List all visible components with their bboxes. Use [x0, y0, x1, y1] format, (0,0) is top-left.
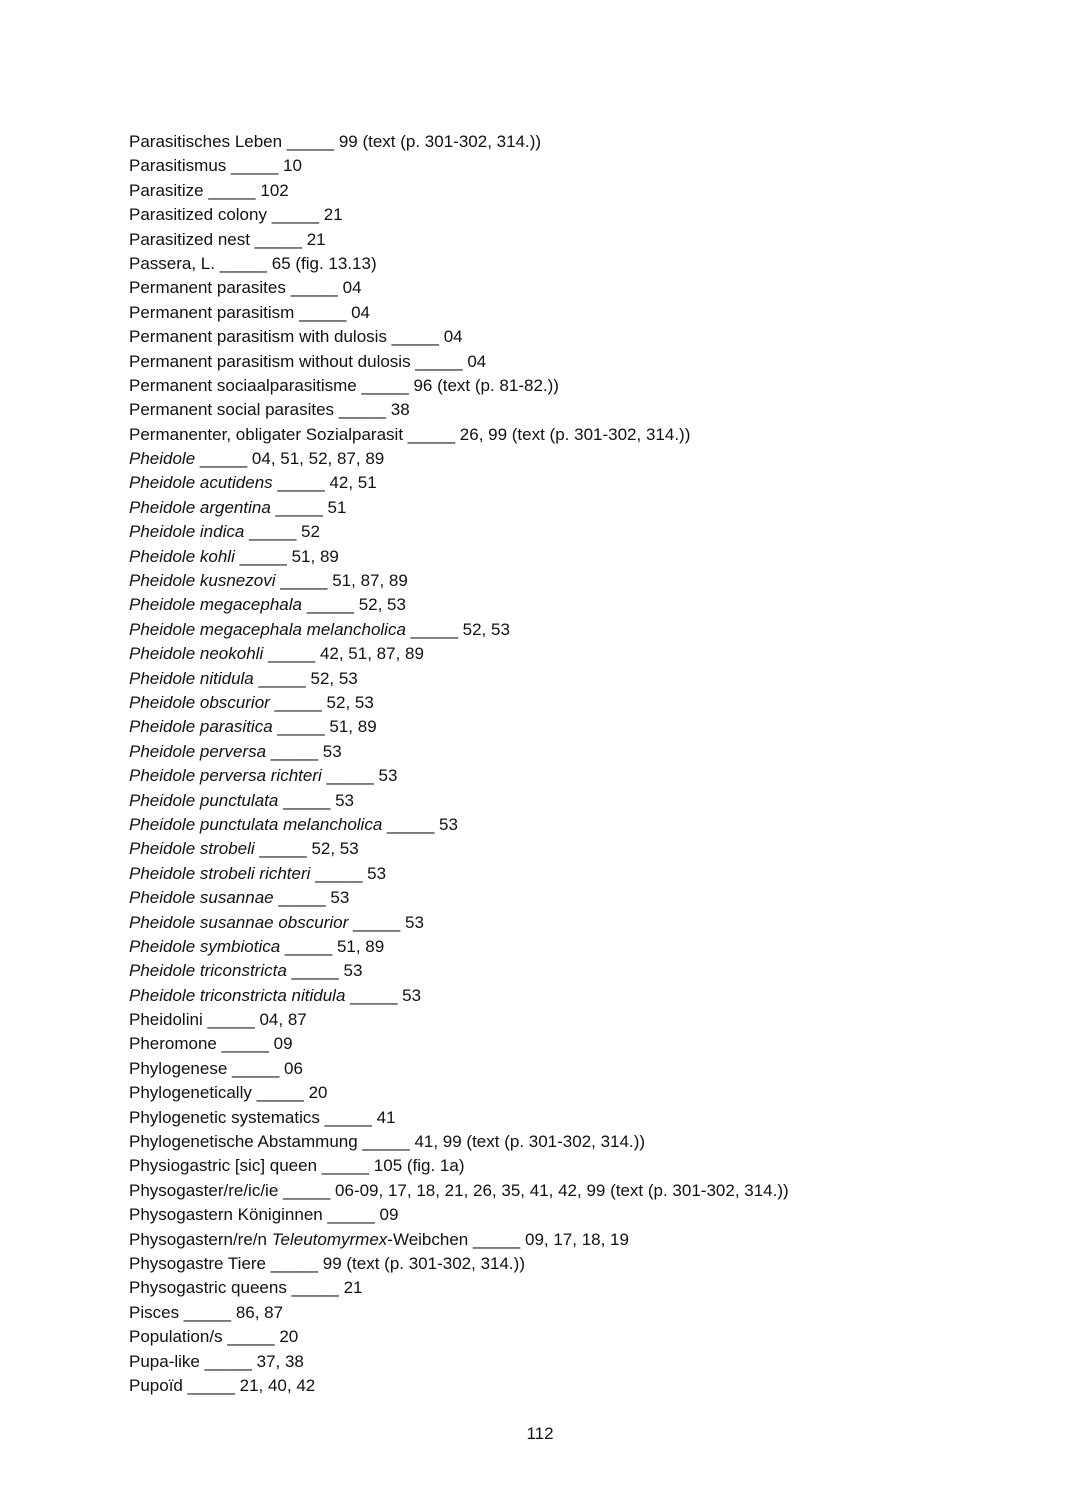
- index-entry: [129, 813, 1029, 837]
- index-entry: [129, 1228, 1029, 1252]
- index-term: Parasitisches Leben: [129, 132, 283, 151]
- index-term: Pheidole parasitica: [129, 717, 273, 737]
- index-page-refs: 96 (text (p. 81-82.)): [413, 375, 559, 395]
- leader-underscore: _____: [182, 1375, 240, 1395]
- index-entry: [129, 715, 1029, 739]
- index-term: Pupa-like: [129, 1351, 200, 1371]
- index-entry: [129, 276, 1029, 300]
- index-page-refs: 52: [301, 522, 320, 542]
- index-term: Pheidolini: [129, 1010, 203, 1030]
- leader-underscore: _____: [249, 229, 307, 249]
- leader-underscore: _____: [334, 400, 391, 420]
- leader-underscore: _____: [251, 1083, 309, 1103]
- index-entry: [129, 398, 1029, 422]
- index-term: Pheidole: [129, 449, 196, 469]
- index-term: Phylogenese: [129, 1058, 228, 1078]
- index-entry: [129, 959, 1029, 983]
- leader-underscore: _____: [403, 424, 460, 444]
- index-term: Permanent parasitism without dulosis: [129, 351, 411, 371]
- index-page-refs: 21, 40, 42: [239, 1375, 316, 1395]
- index-entry: [129, 423, 1029, 447]
- index-page-refs: 52, 53: [358, 595, 406, 615]
- leader-underscore: _____: [356, 375, 414, 395]
- index-entry: [129, 837, 1029, 861]
- index-entry: [129, 984, 1029, 1008]
- index-entry: [129, 1325, 1029, 1349]
- leader-underscore: _____: [278, 790, 336, 810]
- index-entry: [129, 1276, 1029, 1300]
- index-term: Physogaster/re/ic/ie: [129, 1180, 279, 1200]
- index-page-refs: 51, 89: [336, 936, 385, 956]
- index-page-refs: 04: [342, 278, 362, 298]
- index-page-refs: 53: [367, 863, 387, 883]
- index-page-refs: 37, 38: [256, 1351, 304, 1371]
- index-entry: [129, 1301, 1029, 1325]
- leader-underscore: _____: [319, 1107, 377, 1127]
- leader-underscore: _____: [266, 741, 323, 761]
- index-term: Phylogenetische Abstammung: [129, 1132, 358, 1152]
- index-term: Pheidole symbiotica: [129, 936, 281, 956]
- index-term: Physogastern Königinnen: [129, 1205, 323, 1225]
- index-term: Physogastric queens: [129, 1278, 287, 1298]
- leader-underscore: _____: [301, 595, 359, 615]
- index-term: Pheidole megacephala melancholica: [129, 619, 406, 639]
- index-page-refs: 51, 89: [329, 717, 377, 737]
- index-page-refs: 21: [343, 1278, 363, 1298]
- index-entry: [129, 1350, 1029, 1374]
- leader-underscore: _____: [410, 351, 468, 371]
- leader-underscore: _____: [275, 571, 333, 591]
- index-term: Permanenter, obligater Sozialparasit: [129, 424, 404, 444]
- index-term: Pheidole triconstricta: [129, 961, 287, 981]
- index-term: Pisces: [129, 1302, 180, 1322]
- index-entry: [129, 1130, 1029, 1154]
- index-entry: [129, 886, 1029, 910]
- index-page-refs: 04, 51, 52, 87, 89: [251, 449, 385, 469]
- index-term: Passera, L.: [129, 253, 215, 273]
- index-page-refs: 21: [323, 205, 343, 225]
- index-term: Pheidole triconstricta nitidula: [129, 985, 346, 1005]
- page-number: 112: [526, 1424, 554, 1443]
- index-entry: [129, 1106, 1029, 1130]
- leader-underscore: _____: [254, 839, 312, 859]
- index-entry: [129, 1154, 1029, 1178]
- leader-underscore: _____: [282, 132, 339, 151]
- leader-underscore: _____: [263, 644, 320, 664]
- index-entry: [129, 764, 1029, 788]
- leader-underscore: _____: [273, 888, 331, 908]
- index-term: Pheidole obscurior: [129, 692, 270, 712]
- index-term: Parasitismus: [129, 156, 227, 176]
- index-page-refs: 38: [390, 400, 410, 420]
- index-page-refs: 20: [308, 1083, 328, 1103]
- index-page-refs: 52, 53: [311, 839, 359, 859]
- index-entry: [129, 179, 1029, 203]
- leader-underscore: _____: [222, 1327, 280, 1347]
- leader-underscore: _____: [345, 985, 403, 1005]
- index-page-refs: 53: [405, 912, 424, 932]
- index-term-italic: Teleutomyrmex: [271, 1229, 388, 1249]
- leader-underscore: _____: [253, 668, 311, 688]
- index-term: Pheidole strobeli richteri: [129, 863, 311, 883]
- index-term: Physogastern/re/n: [129, 1229, 272, 1249]
- leader-underscore: _____: [203, 180, 261, 200]
- index-page-refs: 99 (text (p. 301-302, 314.)): [322, 1253, 525, 1273]
- leader-underscore: _____: [269, 692, 327, 712]
- index-term: Pheidole argentina: [129, 497, 271, 517]
- index-term: Pheidole nitidula: [129, 668, 254, 688]
- index-entry: [129, 154, 1029, 178]
- leader-underscore: _____: [244, 522, 302, 542]
- index-page-refs: 105 (fig. 1a): [373, 1156, 465, 1176]
- leader-underscore: _____: [386, 327, 444, 347]
- index-page-refs: 09: [379, 1205, 399, 1225]
- index-entry: [129, 228, 1029, 252]
- leader-underscore: _____: [179, 1302, 236, 1322]
- index-entry: [129, 496, 1029, 520]
- index-entry: [129, 350, 1029, 374]
- index-entry: [129, 740, 1029, 764]
- leader-underscore: _____: [357, 1132, 415, 1152]
- index-entry: [129, 471, 1029, 495]
- index-page-refs: 20: [279, 1327, 299, 1347]
- index-term: Pheidole acutidens: [129, 473, 273, 493]
- index-page-refs: 04: [351, 302, 370, 322]
- index-page-refs: 04: [467, 351, 487, 371]
- leader-underscore: _____: [216, 1034, 274, 1054]
- index-term-suffix: -Weibchen: [387, 1229, 469, 1249]
- index-page-refs: 06: [284, 1058, 303, 1078]
- index-entry: [129, 667, 1029, 691]
- index-page-refs: 10: [283, 156, 302, 176]
- index-page-refs: 04: [443, 327, 463, 347]
- leader-underscore: _____: [286, 1278, 344, 1298]
- index-entry: [129, 1374, 1029, 1398]
- index-term: Parasitize: [129, 180, 204, 200]
- leader-underscore: _____: [227, 1058, 285, 1078]
- leader-underscore: _____: [322, 1205, 380, 1225]
- index-page-refs: 52, 53: [326, 692, 374, 712]
- index-entry: [129, 1252, 1029, 1276]
- leader-underscore: _____: [294, 302, 352, 322]
- index-page-refs: 42, 51: [329, 473, 377, 493]
- index-term: Pheidole perversa richteri: [129, 766, 322, 786]
- index-page-refs: 53: [402, 985, 422, 1005]
- index-entry: [129, 1057, 1029, 1081]
- index-term: Permanent parasitism: [129, 302, 295, 322]
- index-page-refs: 06-09, 17, 18, 21, 26, 35, 41, 42, 99 (text (p. 301-302, 314.)): [335, 1180, 789, 1200]
- index-term: Parasitized colony: [129, 205, 267, 225]
- index-entry: [129, 1032, 1029, 1056]
- index-term: Pheidole kusnezovi: [129, 571, 276, 591]
- index-term: Physiogastric [sic] queen: [129, 1156, 318, 1176]
- leader-underscore: _____: [270, 497, 328, 517]
- index-page-refs: 51, 87, 89: [332, 571, 408, 591]
- index-page-refs: 53: [322, 741, 342, 761]
- index-term: Permanent parasitism with dulosis: [129, 327, 387, 347]
- index-entry: [129, 325, 1029, 349]
- index-page-refs: 41: [376, 1107, 396, 1127]
- index-entry: [129, 301, 1029, 325]
- index-page-refs: 26, 99 (text (p. 301-302, 314.)): [459, 424, 691, 444]
- index-term: Pheidole indica: [129, 522, 245, 542]
- leader-underscore: _____: [280, 936, 337, 956]
- index-entry: [129, 569, 1029, 593]
- index-entry: [129, 545, 1029, 569]
- index-entry: [129, 789, 1029, 813]
- index-page-refs: 09: [273, 1034, 293, 1054]
- index-entry: [129, 911, 1029, 935]
- index-entry: [129, 447, 1029, 471]
- leader-underscore: _____: [226, 156, 284, 176]
- index-page-refs: 102: [260, 180, 289, 200]
- index-page-refs: 53: [330, 888, 350, 908]
- index-page-refs: 86, 87: [235, 1302, 284, 1322]
- index-term: Pheidole susannae: [129, 888, 274, 908]
- index-page-refs: 99 (text (p. 301-302, 314.)): [338, 132, 542, 151]
- leader-underscore: _____: [199, 1351, 257, 1371]
- leader-underscore: _____: [286, 961, 344, 981]
- index-entry: [129, 252, 1029, 276]
- index-term: Parasitized nest: [129, 229, 250, 249]
- index-page-refs: 53: [335, 790, 354, 810]
- leader-underscore: _____: [310, 863, 368, 883]
- index-term: Pheidole strobeli: [129, 839, 255, 859]
- index-page-refs: 41, 99 (text (p. 301-302, 314.)): [414, 1132, 646, 1152]
- leader-underscore: _____: [272, 473, 330, 493]
- index-term: Permanent social parasites: [129, 400, 335, 420]
- leader-underscore: _____: [382, 814, 440, 834]
- leader-underscore: _____: [266, 1253, 323, 1273]
- leader-underscore: _____: [215, 253, 272, 273]
- index-term: Population/s: [129, 1327, 223, 1347]
- leader-underscore: _____: [278, 1180, 336, 1200]
- leader-underscore: _____: [195, 449, 252, 469]
- index-entry: [129, 935, 1029, 959]
- index-page-refs: 51: [327, 497, 347, 517]
- leader-underscore: _____: [321, 766, 379, 786]
- index-term: Pheidole punctulata melancholica: [129, 814, 383, 834]
- index-page-refs: 53: [378, 766, 398, 786]
- index-page-refs: 51, 89: [291, 546, 339, 566]
- index-entry: [129, 1008, 1029, 1032]
- index-term: Physogastre Tiere: [129, 1253, 267, 1273]
- index-term: Pheidole perversa: [129, 741, 267, 761]
- index-term: Pheidole megacephala: [129, 595, 302, 615]
- index-term: Permanent parasites: [129, 278, 286, 298]
- index-entry: [129, 1179, 1029, 1203]
- index-page-refs: 65 (fig. 13.13): [271, 253, 377, 273]
- index-entry: [129, 862, 1029, 886]
- leader-underscore: _____: [317, 1156, 374, 1176]
- index-entry: [129, 203, 1029, 227]
- index-term: Pheidole kohli: [129, 546, 235, 566]
- leader-underscore: _____: [234, 546, 292, 566]
- index-term: Pheidole susannae obscurior: [129, 912, 349, 932]
- leader-underscore: _____: [348, 912, 405, 932]
- index-entry: [129, 520, 1029, 544]
- leader-underscore: _____: [272, 717, 330, 737]
- index-page-refs: 52, 53: [462, 619, 510, 639]
- index-entry: [129, 618, 1029, 642]
- index-term: Phylogenetic systematics: [129, 1107, 320, 1127]
- index-term: Phylogenetically: [129, 1083, 252, 1103]
- index-page-refs: 53: [439, 814, 458, 834]
- index-list: [129, 130, 1029, 1398]
- leader-underscore: _____: [468, 1229, 525, 1249]
- index-term: Pupoïd: [129, 1375, 183, 1395]
- index-entry: [129, 130, 1029, 154]
- index-page-refs: 42, 51, 87, 89: [319, 644, 424, 664]
- index-term: Pheromone: [129, 1034, 217, 1054]
- leader-underscore: _____: [285, 278, 343, 298]
- index-page-refs: 04, 87: [259, 1010, 307, 1030]
- index-page-refs: 09, 17, 18, 19: [524, 1229, 629, 1249]
- index-entry: [129, 1081, 1029, 1105]
- index-entry: [129, 593, 1029, 617]
- index-term: Pheidole neokohli: [129, 644, 264, 664]
- index-entry: [129, 691, 1029, 715]
- index-term: Permanent sociaalparasitisme: [129, 375, 357, 395]
- index-page-refs: 53: [343, 961, 363, 981]
- index-page-refs: 52, 53: [310, 668, 358, 688]
- leader-underscore: _____: [405, 619, 463, 639]
- index-page-refs: 21: [306, 229, 326, 249]
- index-entry: [129, 1203, 1029, 1227]
- index-term: Pheidole punctulata: [129, 790, 279, 810]
- index-entry: [129, 642, 1029, 666]
- index-entry: [129, 374, 1029, 398]
- leader-underscore: _____: [266, 205, 324, 225]
- leader-underscore: _____: [202, 1010, 260, 1030]
